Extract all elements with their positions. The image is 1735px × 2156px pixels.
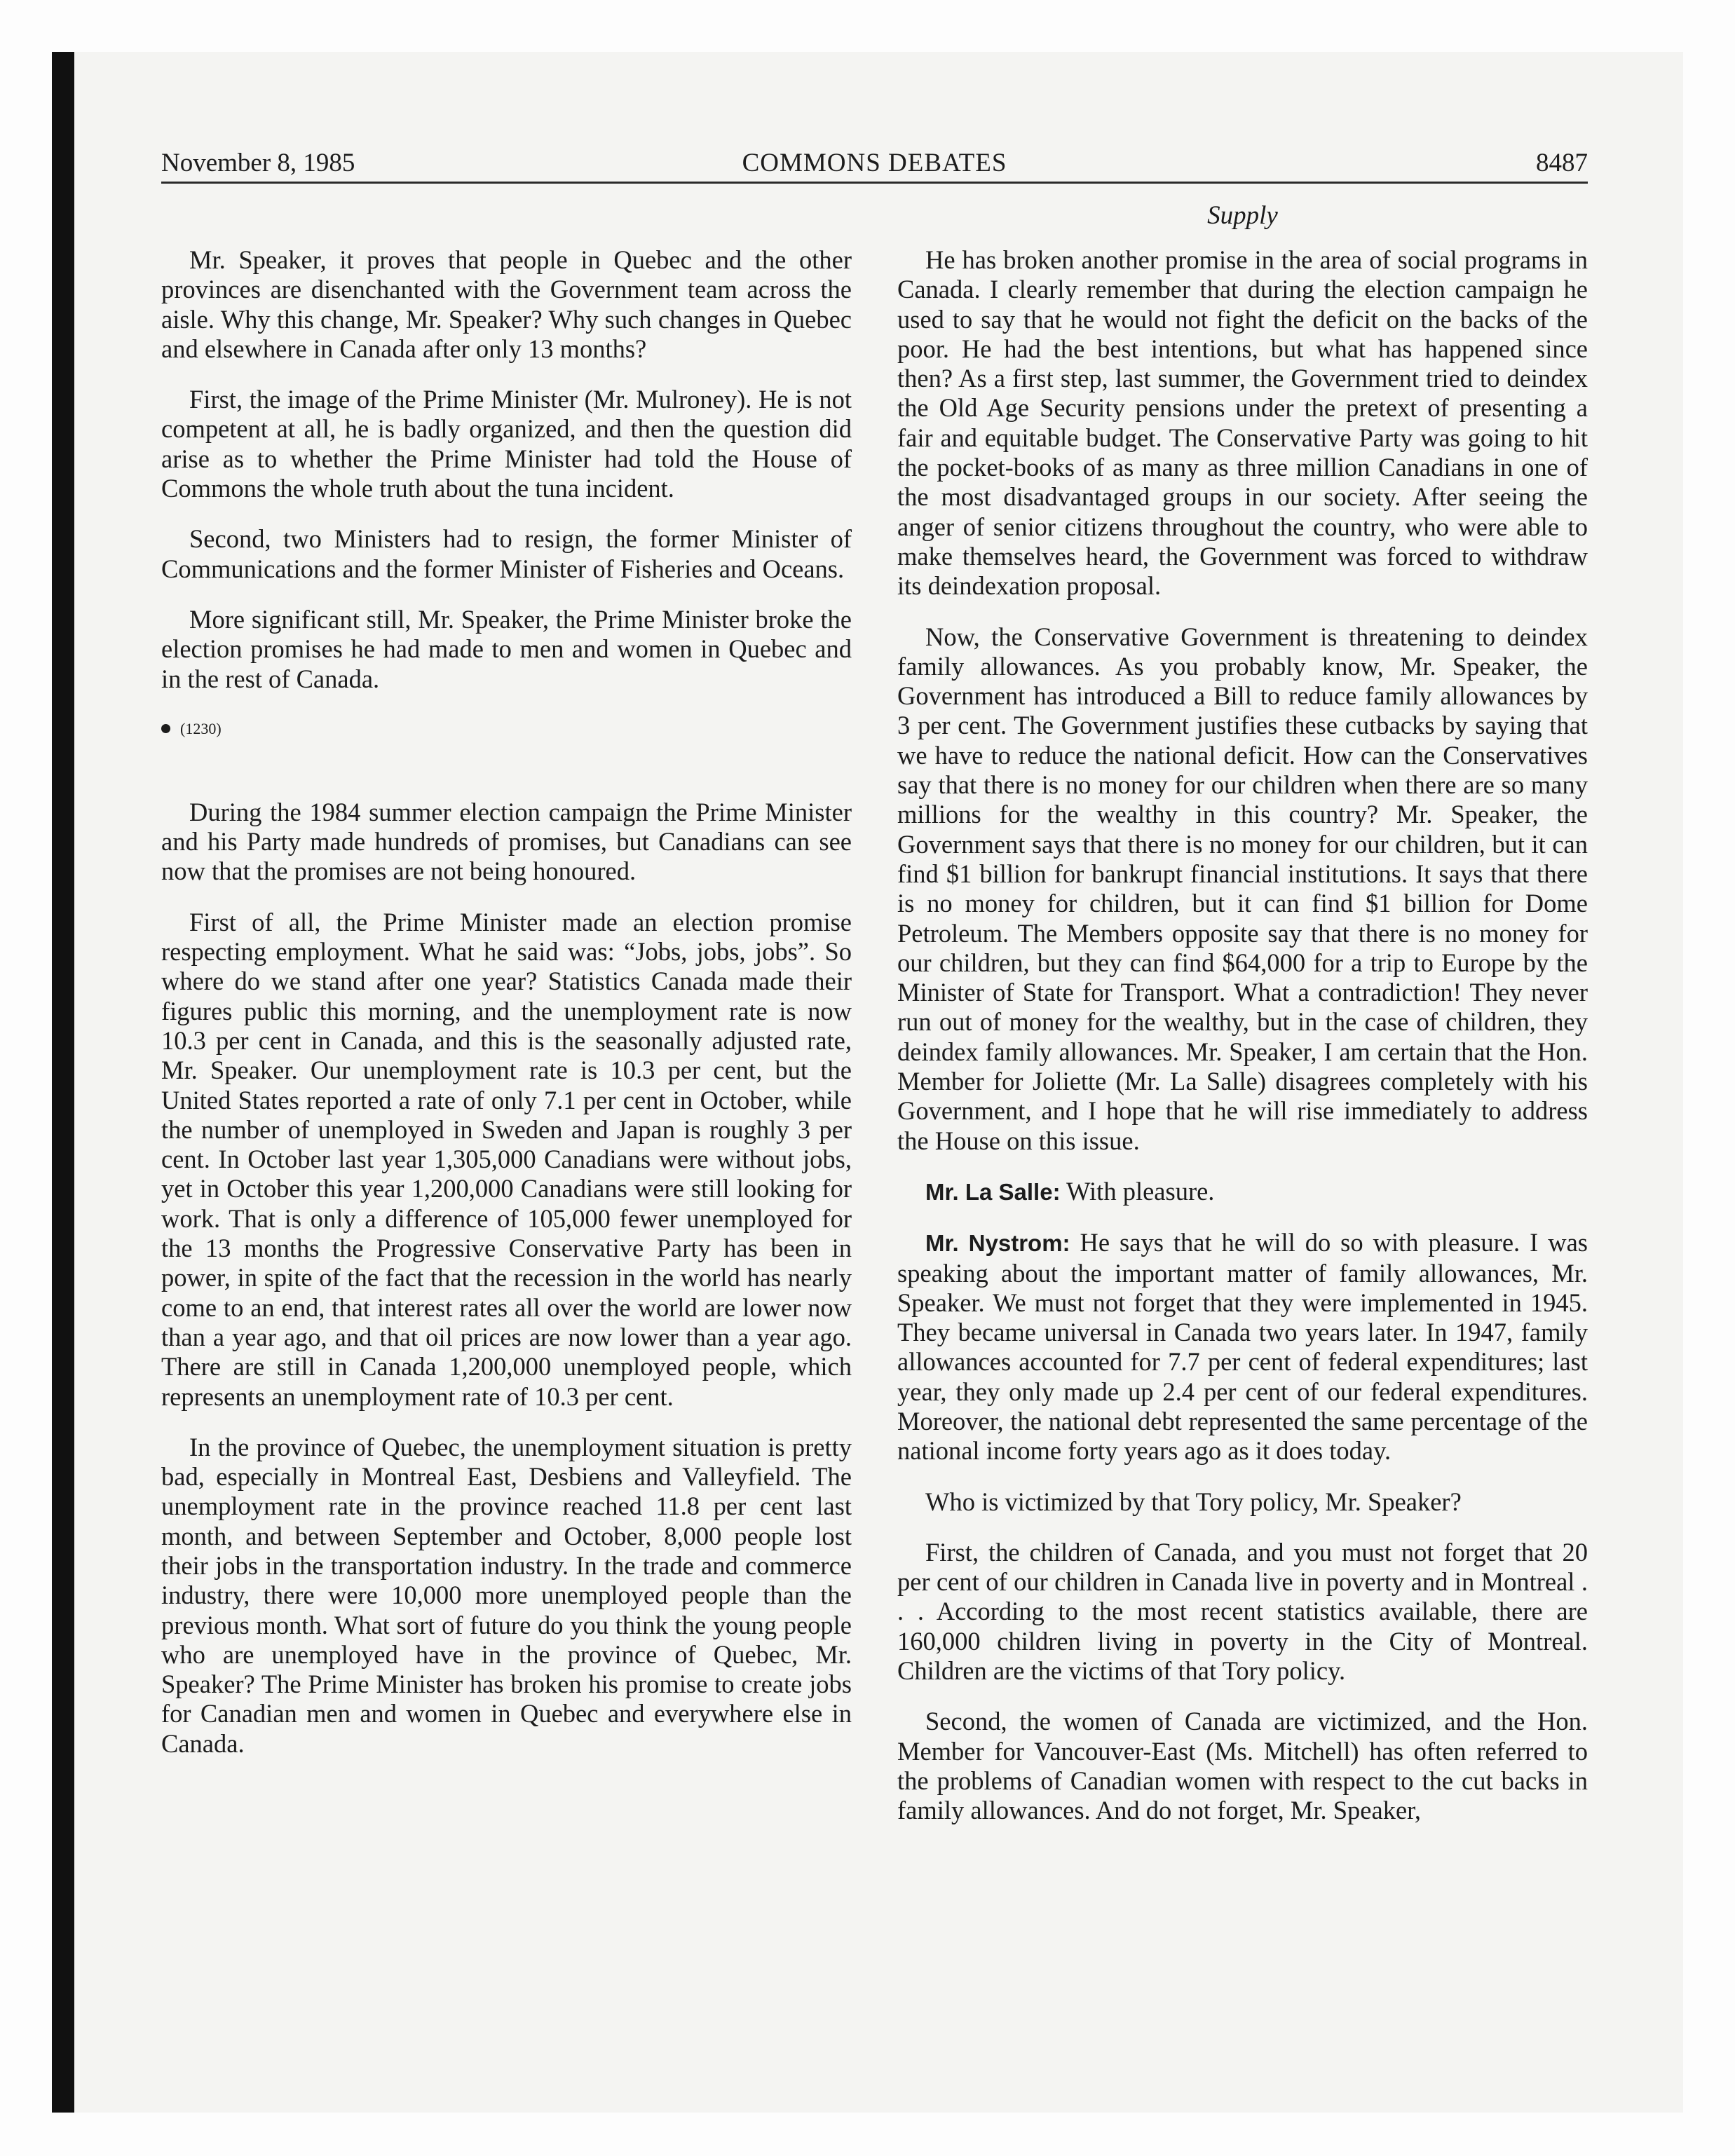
paragraph: Second, the women of Canada are victimized, and the Hon. Member for Vancouver-East (Ms. Mitchell) has often referred to the problems of Canadian women with respect to the cut backs in family allowances. And do not forget, Mr. Speaker, [897, 1707, 1588, 1825]
header-title: COMMONS DEBATES [742, 149, 1007, 177]
paragraph: Who is victimized by that Tory policy, Mr. Speaker? [925, 1487, 1462, 1516]
time-marker-text: (1230) [180, 719, 222, 737]
speech-text: With pleasure. [1066, 1176, 1215, 1206]
speech-nystrom [897, 1228, 1588, 1466]
scan-edge-shadow [52, 52, 74, 2113]
time-marker [161, 715, 852, 743]
paragraph: Now, the Conservative Government is threatening to deindex family allowances. As you probably know, Mr. Speaker, the Government has introduced a Bill to reduce family allowances by 3 per cent. The Government justifies these cutbacks by saying that we have to reduce the national deficit. How can the Conservatives say that there is no money for our children when there are so many millions for the wealthy in this country? Mr. Speaker, the Government says that there is no money for our children, but it can find $1 billion for bankrupt financial institutions. It says that there is no money for children, but it can find $1 billion for Dome Petroleum. The Members opposite say that there is no money for our children, but they can find $64,000 for a trip to Europe by the Minister of State for Transport. What a contradiction! They never run out of money for the wealthy, but in the case of children, they deindex family allowances. Mr. Speaker, I am certain that the Hon. Member for Joliette (Mr. La Salle) disagrees completely with his Government, and I hope that he will rise immediately to address the House on this issue. [897, 622, 1588, 1155]
paragraph: Mr. Speaker, it proves that people in Quebec and the other provinces are disenchanted with the Government team across the aisle. Why this change, Mr. Speaker? Why such changes in Quebec and elsewhere in Canada after only 13 months? [161, 245, 852, 363]
speaker-name: Mr. Nystrom: [925, 1230, 1070, 1257]
left-column [161, 245, 852, 1759]
paragraph: During the 1984 summer election campaign the Prime Minister and his Party made hundreds of promises, but Canadians can see now that the promises are not being honoured. [161, 797, 852, 886]
bullet-icon [161, 724, 170, 733]
paragraph: First of all, the Prime Minister made an election promise respecting employment. What he said was: “Jobs, jobs, jobs”. So where do we stand after one year? Statistics Canada made their figures public this morning, and the unemployment rate is now 10.3 per cent in Canada, and this is the seasonally adjusted rate, Mr. Speaker. Our unemployment rate is 10.3 per cent, but the United States reported a rate of only 7.1 per cent in October, while the number of unemployed in Sweden and Japan is roughly 3 per cent. In October last year 1,305,000 Canadians were without jobs, yet in October this year 1,200,000 Canadians were still looking for work. That is only a difference of 105,000 fewer unemployed for the 13 months the Progressive Conservative Party has been in power, in spite of the fact that the recession in the world has nearly come to an end, that interest rates all over the world are lower now than a year ago, and that oil prices are now lower than a year ago. There are still in Canada 1,200,000 unemployed people, which represents an unemployment rate of 10.3 per cent. [161, 907, 852, 1411]
speech-lasalle [897, 1177, 1588, 1207]
paragraph: More significant still, Mr. Speaker, the Prime Minister broke the election promises he had made to men and women in Quebec and in the rest of Canada. [161, 604, 852, 693]
right-column [897, 245, 1588, 1826]
speech-text: He says that he will do so with pleasure. I was speaking about the important matter of family allowances, Mr. Speaker. We must not forget that they were implemented in 1945. They became universal in Canada two years later. In 1947, family allowances accounted for 7.7 per cent of federal expenditures; last year, they only made up 2.4 per cent of our federal expenditures. Moreover, the national debt represented the same percentage of the national income forty years ago as it does today. [897, 1228, 1588, 1466]
paragraph: Second, two Ministers had to resign, the former Minister of Communications and the former Minister of Fisheries and Oceans. [161, 524, 852, 583]
paragraph: He has broken another promise in the area of social programs in Canada. I clearly remember that during the election campaign he used to say that he would not fight the deficit on the backs of the poor. He had the best intentions, but what has happened since then? As a first step, last summer, the Government tried to deindex the Old Age Security pensions under the pretext of presenting a fair and equitable budget. The Conservative Party was going to hit the pocket-books of as many as three million Canadians in one of the most disadvantaged groups in our society. After seeing the anger of senior citizens throughout the country, who were able to make themselves heard, the Government was forced to withdraw its deindexation proposal. [897, 245, 1588, 601]
header-date: November 8, 1985 [161, 149, 355, 177]
speaker-name: Mr. La Salle: [925, 1178, 1061, 1205]
paragraph: In the province of Quebec, the unemployment situation is pretty bad, especially in Montreal East, Desbiens and Valleyfield. The unemployment rate in the province reached 11.8 per cent last month, and between September and October, 8,000 people lost their jobs in the transportation industry. In the trade and commerce industry, there were 10,000 more unemployed people than the previous month. What sort of future do you think the young people who are unemployed have in the province of Quebec, Mr. Speaker? The Prime Minister has broken his promise to create jobs for Canadian men and women in Quebec and everywhere else in Canada. [161, 1432, 852, 1758]
paragraph: First, the children of Canada, and you must not forget that 20 per cent of our children in Canada live in poverty and in Montreal . . . According to the most recent statistics available, there are 160,000 children living in poverty in the City of Montreal. Children are the victims of that Tory policy. [897, 1537, 1588, 1686]
paragraph: First, the image of the Prime Minister (Mr. Mulroney). He is not competent at all, he is badly organized, and then the question did arise as to whether the Prime Minister had told the House of Commons the whole truth about the tuna incident. [161, 385, 852, 503]
running-header [161, 145, 1588, 184]
section-label: Supply [1207, 201, 1278, 230]
header-page-number: 8487 [1536, 149, 1588, 177]
